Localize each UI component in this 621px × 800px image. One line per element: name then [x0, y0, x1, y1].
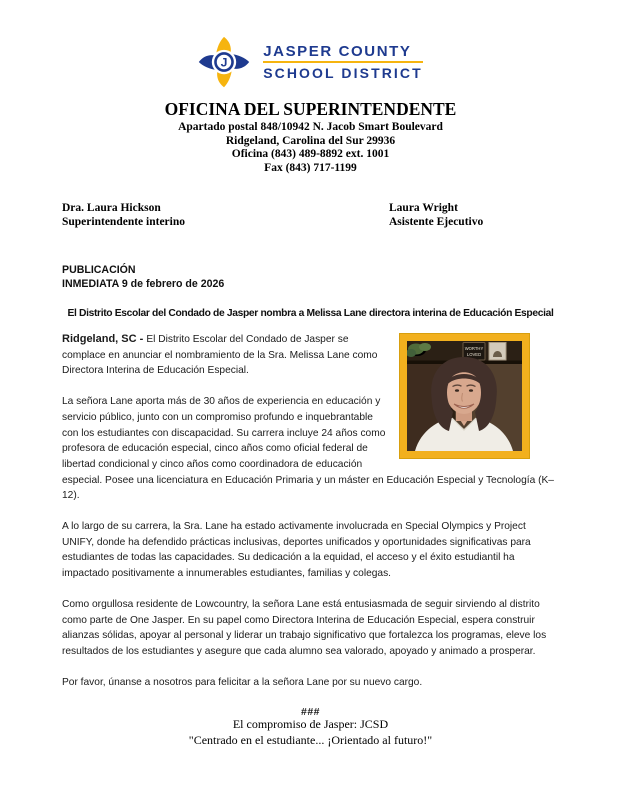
logo-gold-divider — [263, 61, 423, 63]
dateline: Ridgeland, SC - — [62, 333, 147, 345]
logo-monogram: J — [220, 55, 228, 70]
release-label-line1: PUBLICACIÓN — [62, 264, 136, 276]
paragraph-4: Como orgullosa residente de Lowcountry, la señora Lane está entusiasmada de seguir sirviendo al distrito como parte de One Jasper. En su papel como Directora Interina de Educación Especial, espera construir alianzas sólidas, apoyar al personal y liderar un trabajo significativo que fortalezca los programas, eleve los resultados de los estudiantes y asegure que cada alumno sea valorado, apoyado y animado a prosperar. — [62, 598, 547, 657]
shelf-frame — [489, 343, 506, 361]
portrait-illustration — [407, 341, 522, 451]
office-title: OFICINA DEL SUPERINTENDENTE — [164, 99, 457, 119]
paragraph-2: La señora Lane aporta más de 30 años de experiencia en educación y servicio público, junto con un compromiso profundo e inquebrantable con los estudiantes con discapacidad. Su carrera incluye 24 años como profesora de educación especial, cinco años como oficial federal de libertad condicional y cinco años como coordinadora de educación especial. Posee una licenciatura en Educación Primaria y un máster en Educación Especial y Tecnología (K–12). — [62, 396, 554, 502]
contact-superintendent — [62, 202, 185, 229]
district-logo — [62, 34, 559, 90]
superintendent-name: Dra. Laura Hickson — [62, 202, 161, 214]
motto-line2: "Centrado en el estudiante... ¡Orientado al futuro!" — [188, 733, 433, 747]
footer-motto — [0, 716, 621, 748]
phone-line: Oficina (843) 489-8892 ext. 1001 — [231, 148, 390, 160]
release-info — [62, 263, 559, 321]
contact-assistant — [389, 202, 559, 229]
paragraph-5: Por favor, únanse a nosotros para felicitar a la señora Lane por su nuevo cargo. — [62, 676, 423, 688]
logo-wordmark — [263, 43, 423, 81]
compass-j-logo-icon — [198, 34, 250, 90]
logo-line-county: JASPER COUNTY — [263, 43, 412, 60]
svg-text:WORTHY: WORTHY — [464, 346, 484, 351]
press-release-body — [62, 332, 559, 721]
assistant-title: Asistente Ejecutivo — [389, 215, 484, 228]
svg-text:LOVED: LOVED — [466, 352, 482, 357]
city-line: Ridgeland, Carolina del Sur 29936 — [225, 134, 396, 147]
superintendent-title: Superintendente interino — [62, 215, 185, 228]
end-mark: ### — [300, 706, 321, 719]
melissa-lane-photo — [400, 334, 529, 458]
letterhead — [62, 34, 559, 175]
logo-line-district: SCHOOL DISTRICT — [263, 65, 423, 81]
address-line: Apartado postal 848/10942 N. Jacob Smart Boulevard — [178, 121, 443, 133]
release-label-line2: INMEDIATA 9 de febrero de 2026 — [62, 278, 225, 290]
contacts-row — [62, 202, 559, 229]
motto-line1: El compromiso de Jasper: JCSD — [232, 717, 389, 731]
fax-line: Fax (843) 717-1199 — [264, 161, 357, 174]
assistant-name: Laura Wright — [389, 202, 458, 214]
paragraph-3: A lo largo de su carrera, la Sra. Lane ha estado activamente involucrada en Special Olympics y Project UNIFY, donde ha defendido prácticas inclusivas, deportes unificados y oportunidades significativas para estudiantes de todas las capacidades. Su dedicación a la equidad, el acceso y el éxito estudiantil ha impactado positivamente a innumerables estudiantes, familias y colegas. — [62, 521, 531, 580]
headline: El Distrito Escolar del Condado de Jasper nombra a Melissa Lane directora interina de Educación Especial — [67, 308, 554, 319]
paragraph-1-text: El Distrito Escolar del Condado de Jasper se complace en anunciar el nombramiento de la Sra. Melissa Lane como Directora Interina de Educación Especial. — [62, 334, 378, 377]
